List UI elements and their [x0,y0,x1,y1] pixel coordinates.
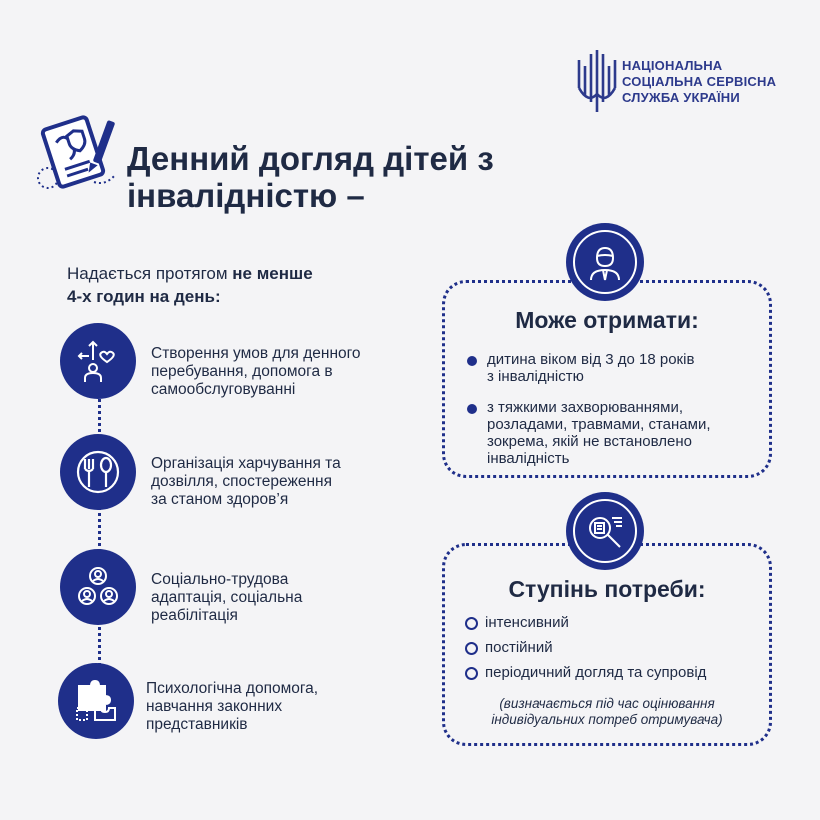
service-line: дозвілля, спостереження [151,473,332,490]
bullet-ring [465,667,478,680]
service-line: навчання законних [146,698,283,715]
service-text [151,455,421,509]
list-item [467,399,777,467]
note-line: (визначається під час оцінювання [499,696,715,711]
service-logo [574,48,804,114]
list-item [465,614,569,632]
service-line: самообслуговуванні [151,381,296,398]
services-connector [98,380,101,680]
list-item-line: зокрема, якій не встановлено [487,433,692,450]
logo-line: СЛУЖБА УКРАЇНИ [622,90,740,105]
service-line: Соціально-трудова [151,571,289,588]
logo-line: СОЦІАЛЬНА СЕРВІСНА [622,74,777,89]
list-item-label: постійний [485,639,553,656]
service-icon-circle [60,434,136,510]
bullet-ring [465,617,478,630]
title-line: Денний догляд дітей з [127,140,494,177]
service-line: Створення умов для денного [151,345,361,362]
intro-text [67,262,427,308]
list-item-label: періодичний догляд та супровід [485,664,707,681]
list-item-line: розладами, травмами, станами, [487,416,711,433]
ukraine-service-emblem-icon [574,48,618,114]
list-item-line: з інвалідністю [487,368,584,385]
service-line: адаптація, соціальна [151,589,303,606]
list-item [465,664,706,682]
title-line: інвалідністю – [127,177,365,214]
service-line: Психологічна допомога, [146,680,319,697]
eligible-box [442,280,772,478]
intro-prefix: Надається протягом [67,264,233,283]
list-item [465,639,553,657]
person-with-heart-icon [75,338,121,384]
intro-bold-line2: 4-х годин на день: [67,287,221,306]
note-line: індивідуальних потреб отримувача) [491,712,723,727]
service-icon-circle [60,323,136,399]
service-line: представників [146,716,248,733]
fork-spoon-icon [75,449,121,495]
logo-text [622,58,776,106]
page-title [127,140,597,214]
list-item-line: з тяжкими захворюваннями, [487,399,684,416]
need-note [445,696,769,728]
people-group-icon [75,564,121,610]
service-text [151,571,421,625]
intro-bold: не менше [232,264,313,283]
service-icon-circle [58,663,134,739]
list-item-line: інвалідність [487,450,570,467]
eligible-title: Може отримати: [515,307,699,333]
puzzle-icon [73,678,119,724]
service-line: перебування, допомога в [151,363,333,380]
service-line: за станом здоров’я [151,491,289,508]
bullet-ring [465,642,478,655]
need-title: Ступінь потреби: [508,576,706,602]
service-text [146,680,416,734]
eligible-badge [566,223,644,301]
service-text [151,345,421,399]
badge-ring [573,499,637,563]
bullet-dot [467,404,477,414]
service-line: реабілітація [151,607,238,624]
logo-line: НАЦІОНАЛЬНА [622,58,723,73]
bullet-dot [467,356,477,366]
document-with-pen-icon [34,108,126,200]
service-icon-circle [60,549,136,625]
magnifier-document-icon [584,510,626,552]
list-item-label: інтенсивний [485,614,569,631]
need-badge [566,492,644,570]
person-avatar-icon [585,242,625,282]
list-item-line: дитина віком від 3 до 18 років [487,351,695,368]
badge-ring [573,230,637,294]
need-box [442,543,772,746]
list-item [467,351,777,385]
service-line: Організація харчування та [151,455,341,472]
